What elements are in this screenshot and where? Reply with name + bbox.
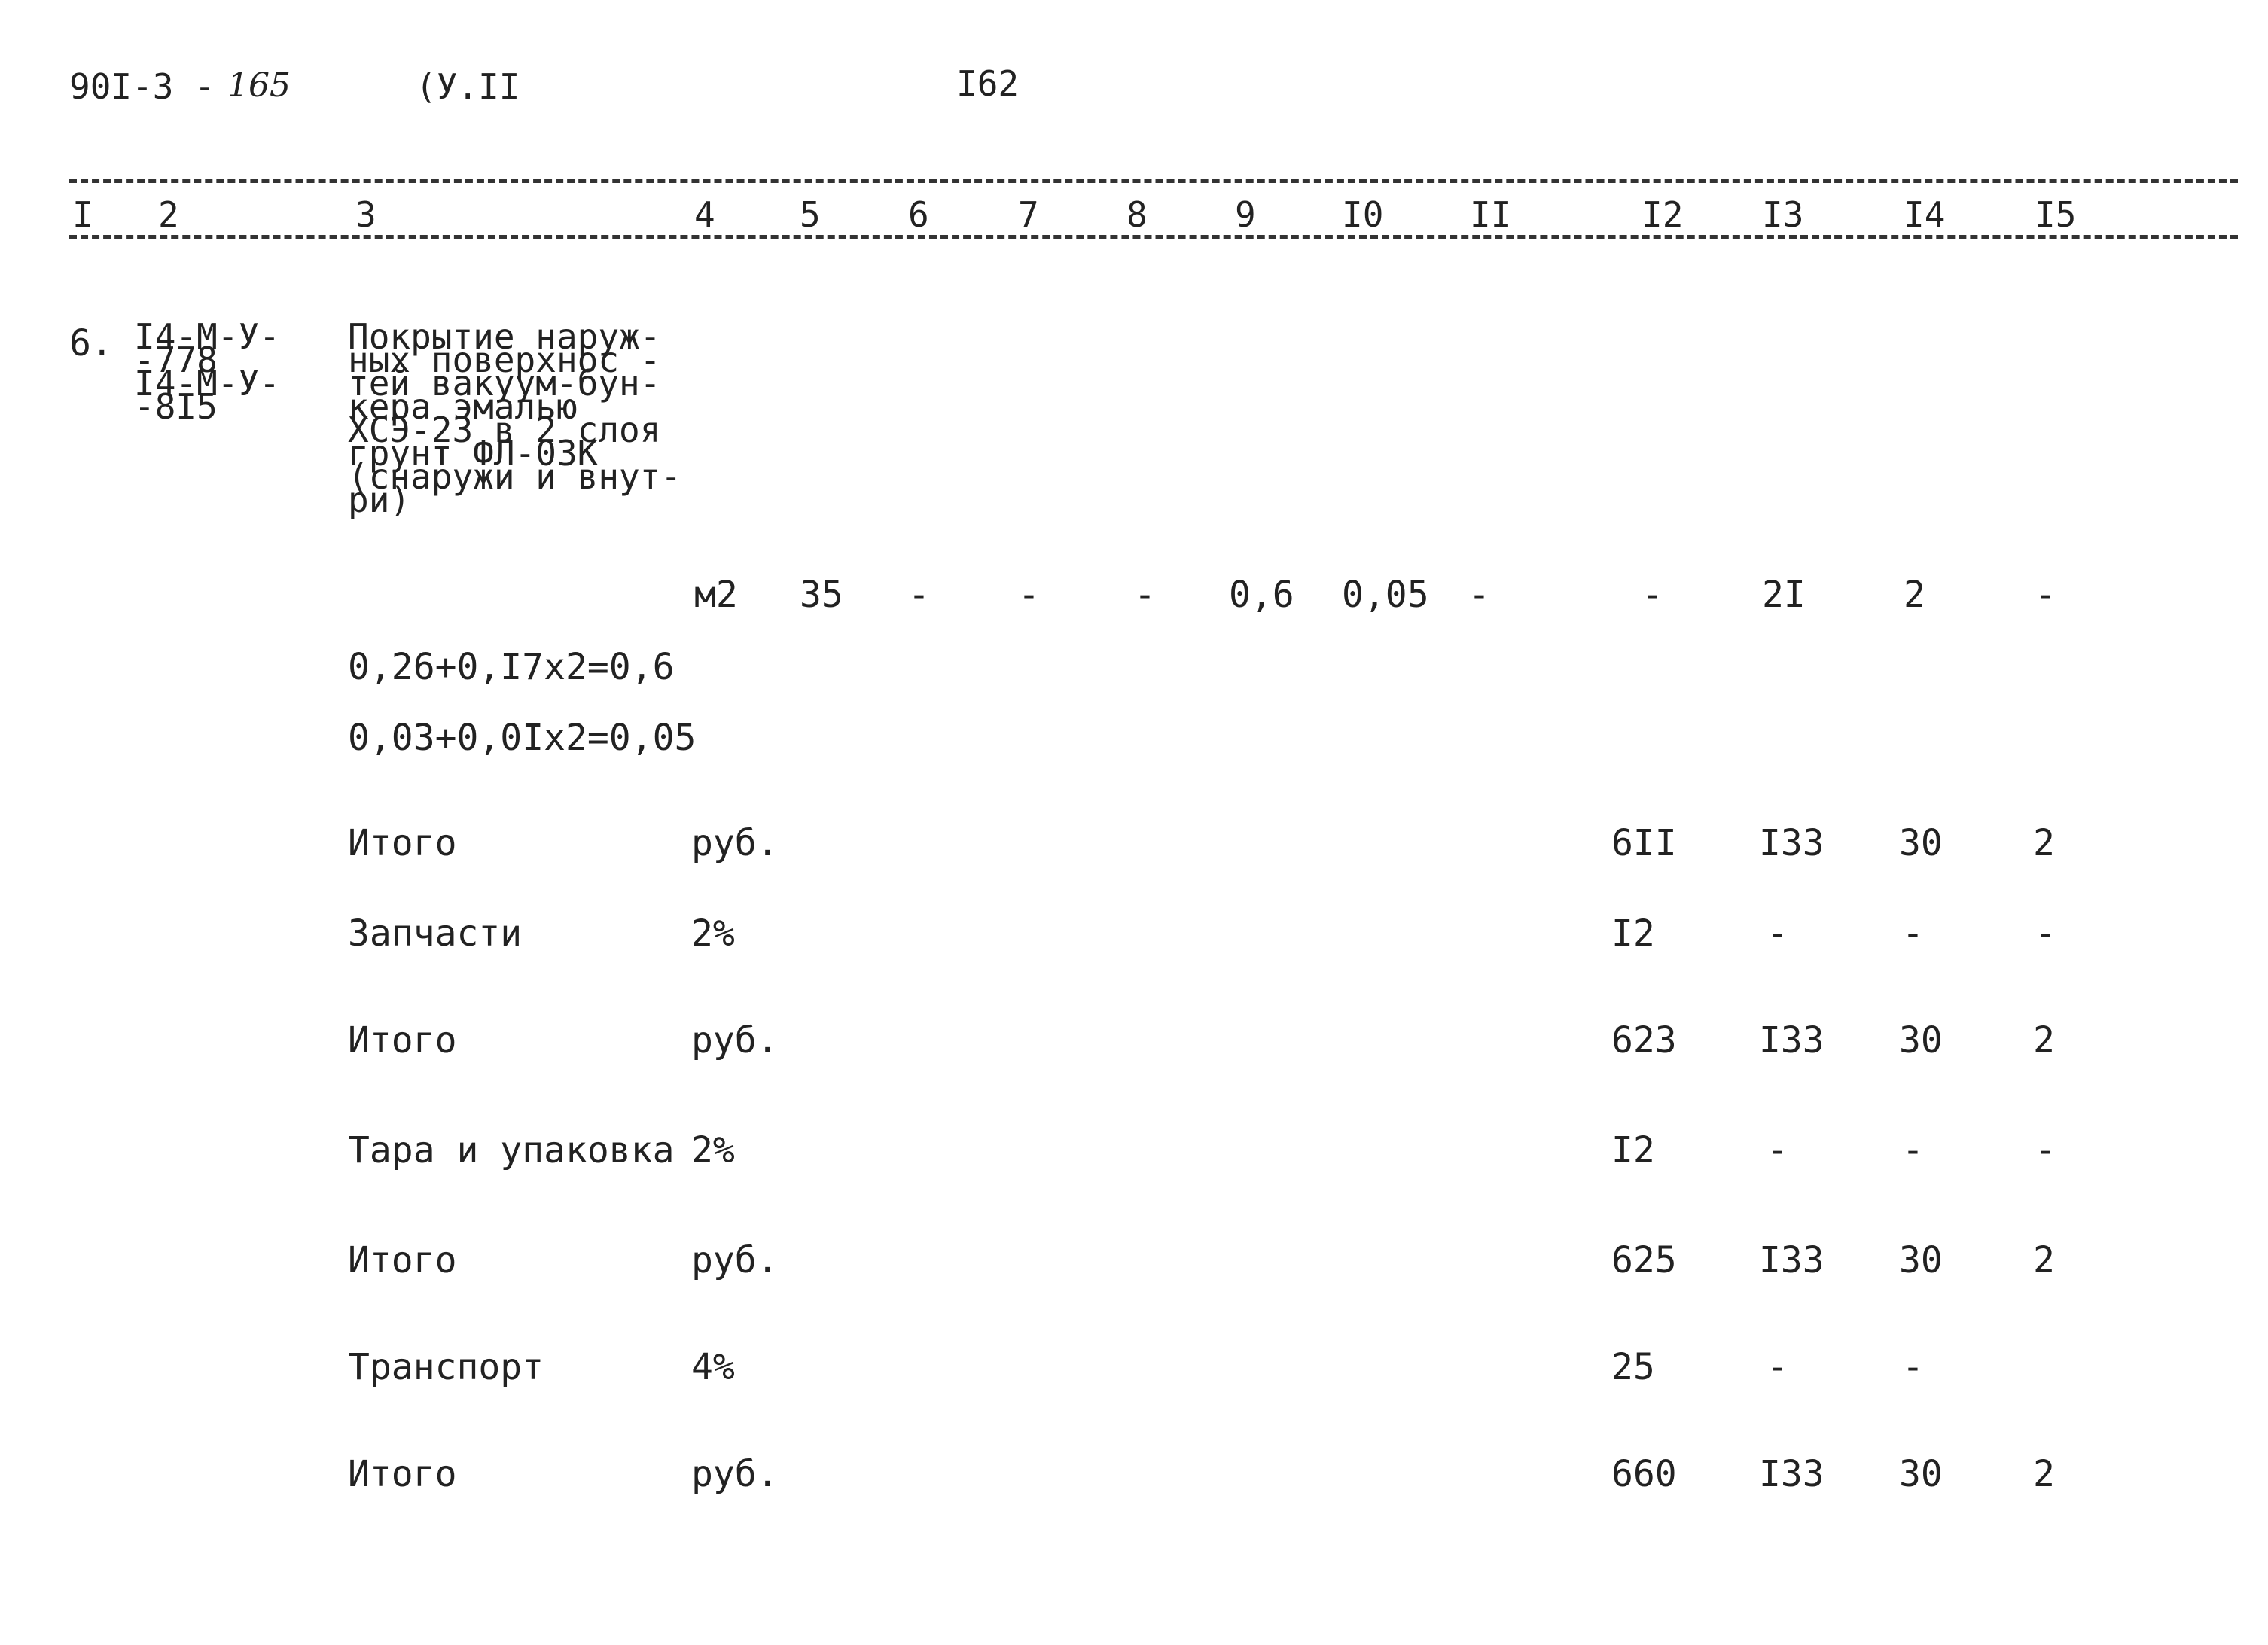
summary-col12: I2 (1611, 1129, 1655, 1171)
page-number: I62 (956, 63, 1020, 104)
col-1: I (72, 194, 93, 235)
summary-col14: 30 (1899, 1019, 1943, 1062)
summary-unit: руб. (691, 822, 779, 864)
col-12: I2 (1642, 194, 1684, 235)
summary-col14: 30 (1899, 822, 1943, 864)
col-13: I3 (1762, 194, 1804, 235)
summary-col14: - (1902, 1129, 1924, 1171)
summary-col15: 2 (2033, 1239, 2055, 1281)
summary-col13: - (1767, 1129, 1788, 1171)
summary-col13: I33 (1759, 822, 1824, 864)
col-6: 6 (908, 194, 929, 235)
summary-col14: 30 (1899, 1453, 1943, 1495)
summary-col15: 2 (2033, 1019, 2055, 1062)
calc-line-1: 0,26+0,I7x2=0,6 (348, 646, 675, 688)
col-5: 5 (800, 194, 821, 235)
item-codes: I4-М-У- -778 I4-М-У- -8I5 (134, 316, 280, 427)
item-description: Покрытие наруж- ных поверхнос - тей вакуум-бун- кера эмалью ХСЭ-23 в 2 слоя грунт ФЛ-03К (снаружи и внут- ри) (348, 316, 682, 520)
col-7: 7 (1018, 194, 1039, 235)
summary-label: Транспорт (348, 1346, 544, 1388)
doc-code-handwritten: 165 (227, 66, 291, 105)
item-col8: - (1134, 574, 1156, 616)
summary-unit: 2% (691, 912, 735, 955)
summary-col13: - (1767, 912, 1788, 955)
col-8: 8 (1126, 194, 1148, 235)
header-top-rule (69, 179, 2238, 183)
summary-unit: 2% (691, 1129, 735, 1171)
item-col9: 0,6 (1229, 574, 1294, 616)
item-col7: - (1018, 574, 1040, 616)
header-bottom-rule (69, 235, 2238, 239)
item-number: 6. (69, 322, 113, 364)
col-15: I5 (2035, 194, 2077, 235)
item-col10: 0,05 (1342, 574, 1429, 616)
summary-label: Итого (348, 1453, 457, 1495)
summary-col15: 2 (2033, 1453, 2055, 1495)
summary-label: Итого (348, 1019, 457, 1062)
summary-col12: 625 (1611, 1239, 1677, 1281)
item-col5: 35 (800, 574, 843, 616)
summary-col12: 25 (1611, 1346, 1655, 1388)
col-11: II (1470, 194, 1512, 235)
summary-col12: 660 (1611, 1453, 1677, 1495)
summary-label: Запчасти (348, 912, 523, 955)
summary-col12: 6II (1611, 822, 1677, 864)
summary-unit: 4% (691, 1346, 735, 1388)
summary-col14: - (1902, 1346, 1924, 1388)
summary-col12: I2 (1611, 912, 1655, 955)
item-col6: - (908, 574, 930, 616)
item-col11: - (1468, 574, 1490, 616)
item-col13: 2I (1762, 574, 1806, 616)
col-10: I0 (1342, 194, 1384, 235)
calc-line-2: 0,03+0,0Ix2=0,05 (348, 717, 697, 759)
summary-label: Тара и упаковка (348, 1129, 675, 1171)
summary-col13: I33 (1759, 1453, 1824, 1495)
summary-col14: 30 (1899, 1239, 1943, 1281)
summary-col12: 623 (1611, 1019, 1677, 1062)
summary-col13: - (1767, 1346, 1788, 1388)
summary-col13: I33 (1759, 1019, 1824, 1062)
summary-col15: 2 (2033, 822, 2055, 864)
summary-unit: руб. (691, 1019, 779, 1062)
sheet-ref: (У.II (416, 66, 520, 107)
summary-col15: - (2035, 912, 2056, 955)
summary-label: Итого (348, 1239, 457, 1281)
item-col14: 2 (1904, 574, 1925, 616)
col-9: 9 (1235, 194, 1256, 235)
summary-unit: руб. (691, 1239, 779, 1281)
col-14: I4 (1904, 194, 1946, 235)
summary-col13: I33 (1759, 1239, 1824, 1281)
summary-label: Итого (348, 822, 457, 864)
item-unit: м2 (694, 574, 738, 616)
summary-col14: - (1902, 912, 1924, 955)
col-3: 3 (355, 194, 376, 235)
col-4: 4 (694, 194, 715, 235)
summary-col15: - (2035, 1129, 2056, 1171)
item-col15: - (2035, 574, 2056, 616)
item-col12: - (1642, 574, 1663, 616)
summary-unit: руб. (691, 1453, 779, 1495)
col-2: 2 (158, 194, 179, 235)
doc-code: 90I-3 - (69, 66, 215, 107)
